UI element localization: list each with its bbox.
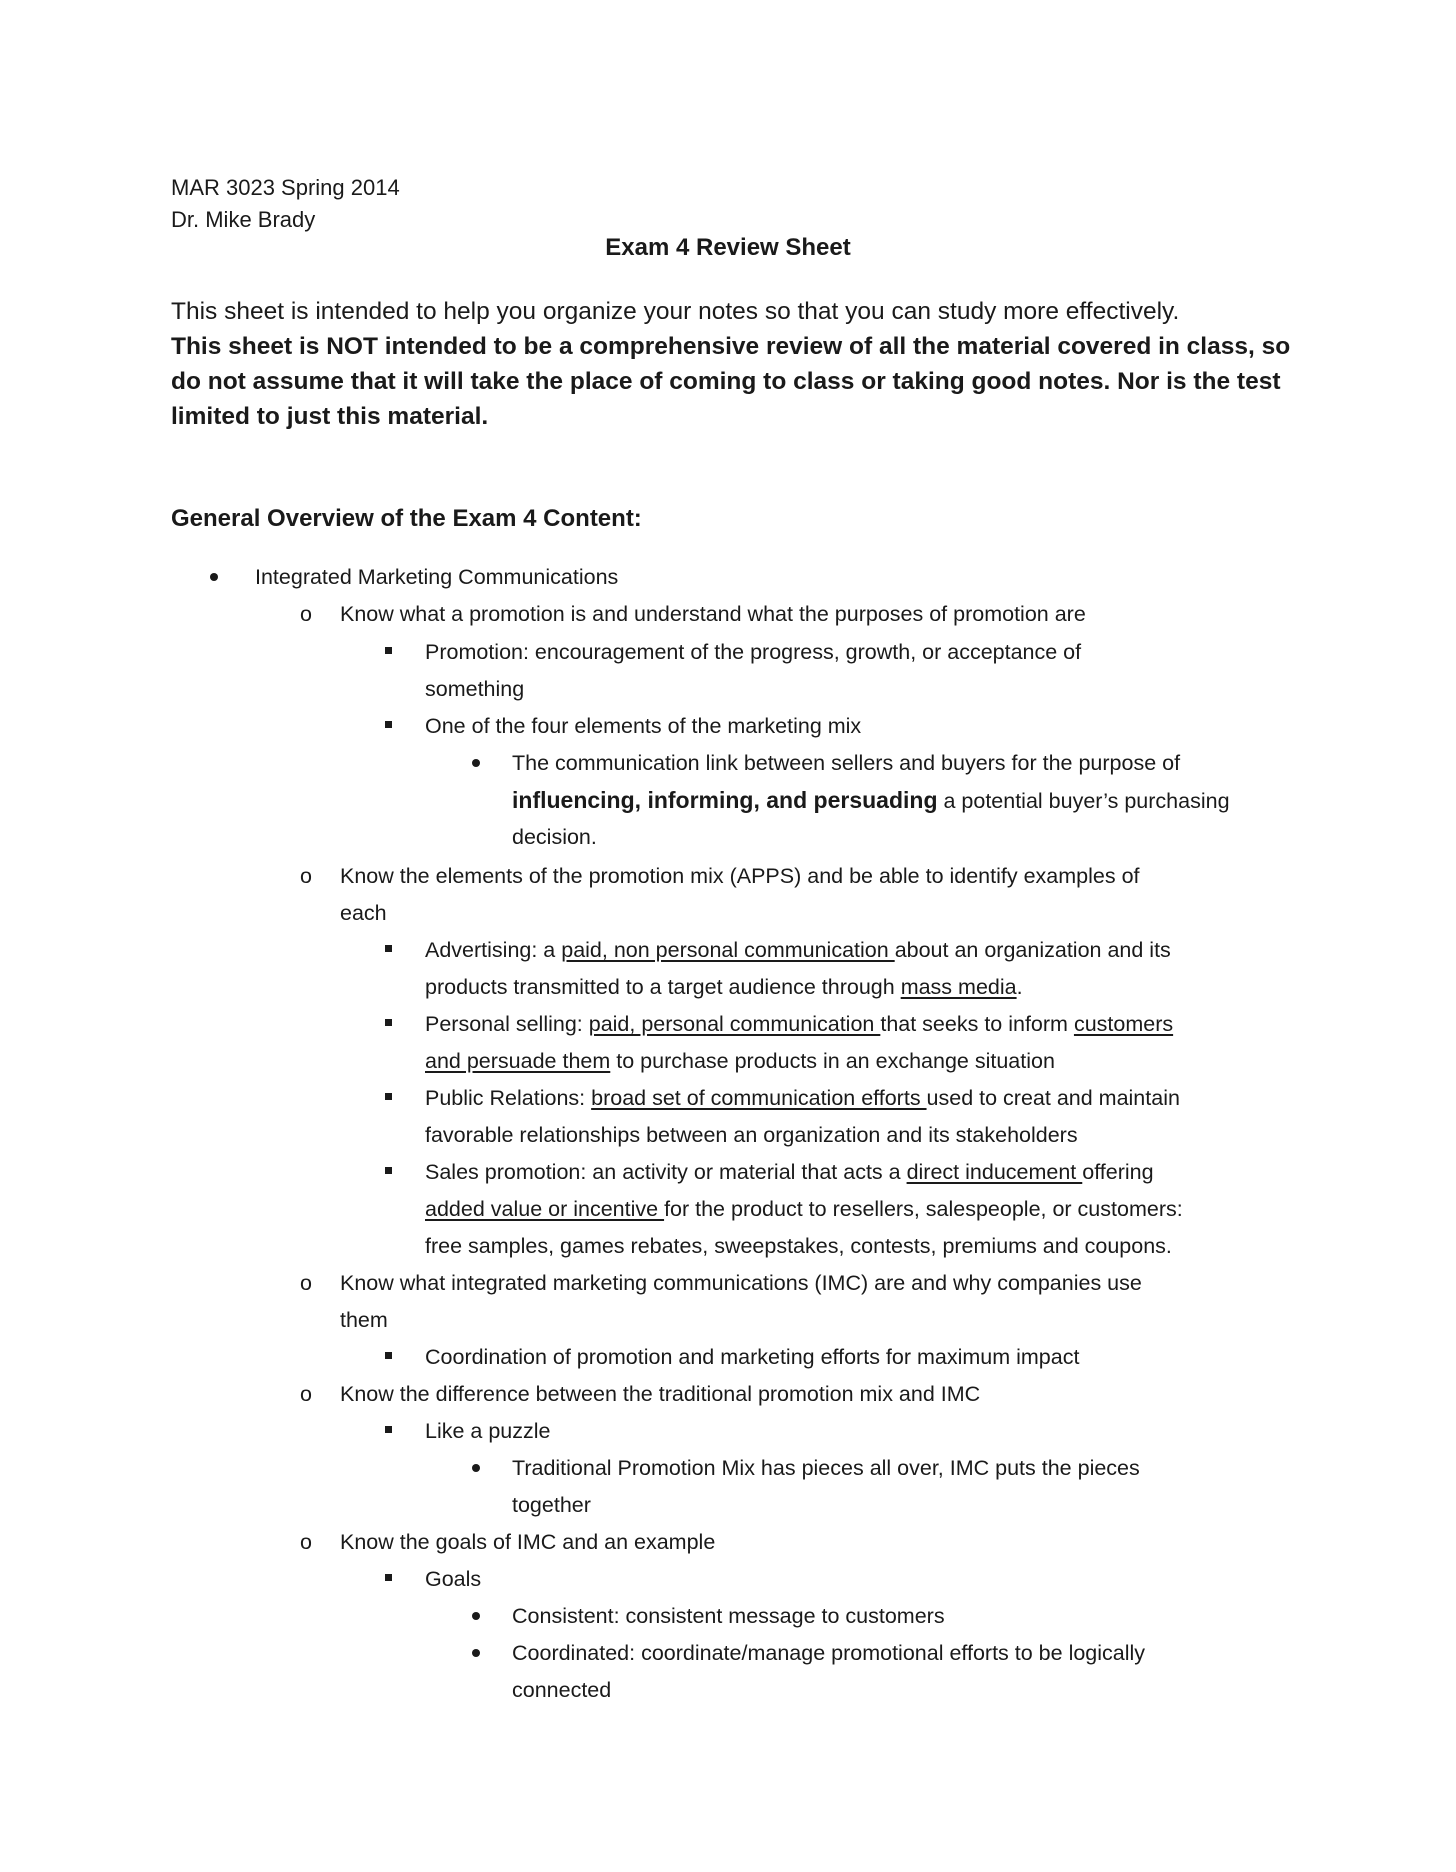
text-segment: Sales promotion: an activity or material that acts a	[425, 1160, 907, 1184]
list-item-d1a: The communication link between sellers and buyers for the purpose of	[512, 751, 1181, 775]
bullet-square-icon	[385, 1352, 392, 1359]
text-segment: .	[1016, 975, 1023, 999]
bullet-dot-icon	[472, 1649, 480, 1657]
text-segment: offering	[1082, 1160, 1154, 1184]
text-segment: that seeks to inform	[880, 1012, 1074, 1036]
list-item-s3: Coordination of promotion and marketing efforts for maximum impact	[425, 1345, 1080, 1369]
text-segment: products transmitted to a target audience through	[425, 975, 901, 999]
list-item-s1b: something	[425, 677, 525, 701]
list-item-o5: Know the goals of IMC and an example	[340, 1530, 716, 1554]
text-segment: for the product to resellers, salespeople, or customers:	[664, 1197, 1183, 1221]
underlined-phrase: paid, personal communication	[588, 1012, 881, 1036]
text-segment: used to creat and maintain	[926, 1086, 1180, 1110]
list-item-d1b	[512, 782, 1230, 820]
bullet-square-icon	[385, 1019, 392, 1026]
underlined-phrase: added value or incentive	[425, 1197, 665, 1221]
bullet-dot-icon	[210, 573, 218, 581]
list-item-imc: Integrated Marketing Communications	[255, 565, 619, 589]
list-item-d1c: decision.	[512, 825, 597, 849]
list-item-s1a: Promotion: encouragement of the progress, growth, or acceptance of	[425, 640, 1082, 664]
list-item-o2b: each	[340, 901, 387, 925]
bullet-square-icon	[385, 1167, 392, 1174]
list-item-s5: Goals	[425, 1567, 482, 1591]
list-item-sales-promotion-cont	[425, 1191, 1183, 1228]
list-item-o4: Know the difference between the traditional promotion mix and IMC	[340, 1382, 981, 1406]
bullet-square-icon	[385, 721, 392, 728]
text-segment: a potential buyer’s purchasing	[937, 789, 1230, 813]
bullet-o-marker: o	[300, 1530, 312, 1554]
intro-line: This sheet is intended to help you organize your notes so that you can study more effectively.	[171, 298, 1180, 325]
list-item-d5: Consistent: consistent message to customers	[512, 1604, 945, 1628]
list-item-sales-promotion-cont2: free samples, games rebates, sweepstakes, contests, premiums and coupons.	[425, 1234, 1172, 1258]
list-item-personal-selling	[425, 1006, 1173, 1043]
bullet-square-icon	[385, 1426, 392, 1433]
list-item-s4: Like a puzzle	[425, 1419, 551, 1443]
underlined-phrase: paid, non personal communication	[561, 938, 895, 962]
list-item-d4a: Traditional Promotion Mix has pieces all over, IMC puts the pieces	[512, 1456, 1140, 1480]
list-item-public-relations-cont: favorable relationships between an organization and its stakeholders	[425, 1123, 1078, 1147]
list-item-advertising	[425, 932, 1171, 969]
list-item-s2: One of the four elements of the marketing mix	[425, 714, 862, 738]
list-item-d4b: together	[512, 1493, 591, 1517]
bullet-square-icon	[385, 945, 392, 952]
bullet-dot-icon	[472, 1464, 480, 1472]
intro-paragraph	[171, 294, 1301, 434]
bullet-dot-icon	[472, 759, 480, 767]
list-item-public-relations	[425, 1080, 1180, 1117]
list-item-o3a: Know what integrated marketing communications (IMC) are and why companies use	[340, 1271, 1142, 1295]
bullet-square-icon	[385, 1093, 392, 1100]
list-item-personal-selling-cont	[425, 1043, 1055, 1080]
list-item-o3b: them	[340, 1308, 388, 1332]
underlined-phrase: broad set of communication efforts	[591, 1086, 927, 1110]
text-segment: Public Relations:	[425, 1086, 592, 1110]
intro-bold-text: This sheet is NOT intended to be a comprehensive review of all the material covered in class, so do not assume that it will take the place of coming to class or taking good notes. Nor is the test limited to just this material.	[171, 333, 1291, 430]
bullet-square-icon	[385, 647, 392, 654]
underlined-phrase: direct inducement	[906, 1160, 1083, 1184]
text-segment: Personal selling:	[425, 1012, 589, 1036]
bullet-dot-icon	[472, 1612, 480, 1620]
bullet-square-icon	[385, 1574, 392, 1581]
bullet-o-marker: o	[300, 1271, 312, 1295]
underlined-phrase: customers	[1073, 1012, 1174, 1036]
bold-phrase: influencing, informing, and persuading	[512, 787, 938, 813]
list-item-d6b: connected	[512, 1678, 612, 1702]
course-line: MAR 3023 Spring 2014	[171, 175, 400, 200]
overview-heading: General Overview of the Exam 4 Content:	[171, 505, 642, 532]
text-segment: to purchase products in an exchange situation	[610, 1049, 1055, 1073]
instructor-line: Dr. Mike Brady	[171, 207, 316, 232]
list-item-advertising-cont	[425, 969, 1023, 1006]
list-item-o2a: Know the elements of the promotion mix (APPS) and be able to identify examples of	[340, 864, 1140, 888]
text-segment: Advertising: a	[425, 938, 562, 962]
bullet-o-marker: o	[300, 1382, 312, 1406]
text-segment: about an organization and its	[894, 938, 1171, 962]
underlined-phrase: mass media	[900, 975, 1017, 999]
bullet-o-marker: o	[300, 864, 312, 888]
list-item-o1: Know what a promotion is and understand what the purposes of promotion are	[340, 602, 1086, 626]
list-item-d6a: Coordinated: coordinate/manage promotional efforts to be logically	[512, 1641, 1146, 1665]
list-item-sales-promotion	[425, 1154, 1154, 1191]
underlined-phrase: and persuade them	[425, 1049, 611, 1073]
bullet-o-marker: o	[300, 602, 312, 626]
document-title: Exam 4 Review Sheet	[605, 234, 851, 261]
